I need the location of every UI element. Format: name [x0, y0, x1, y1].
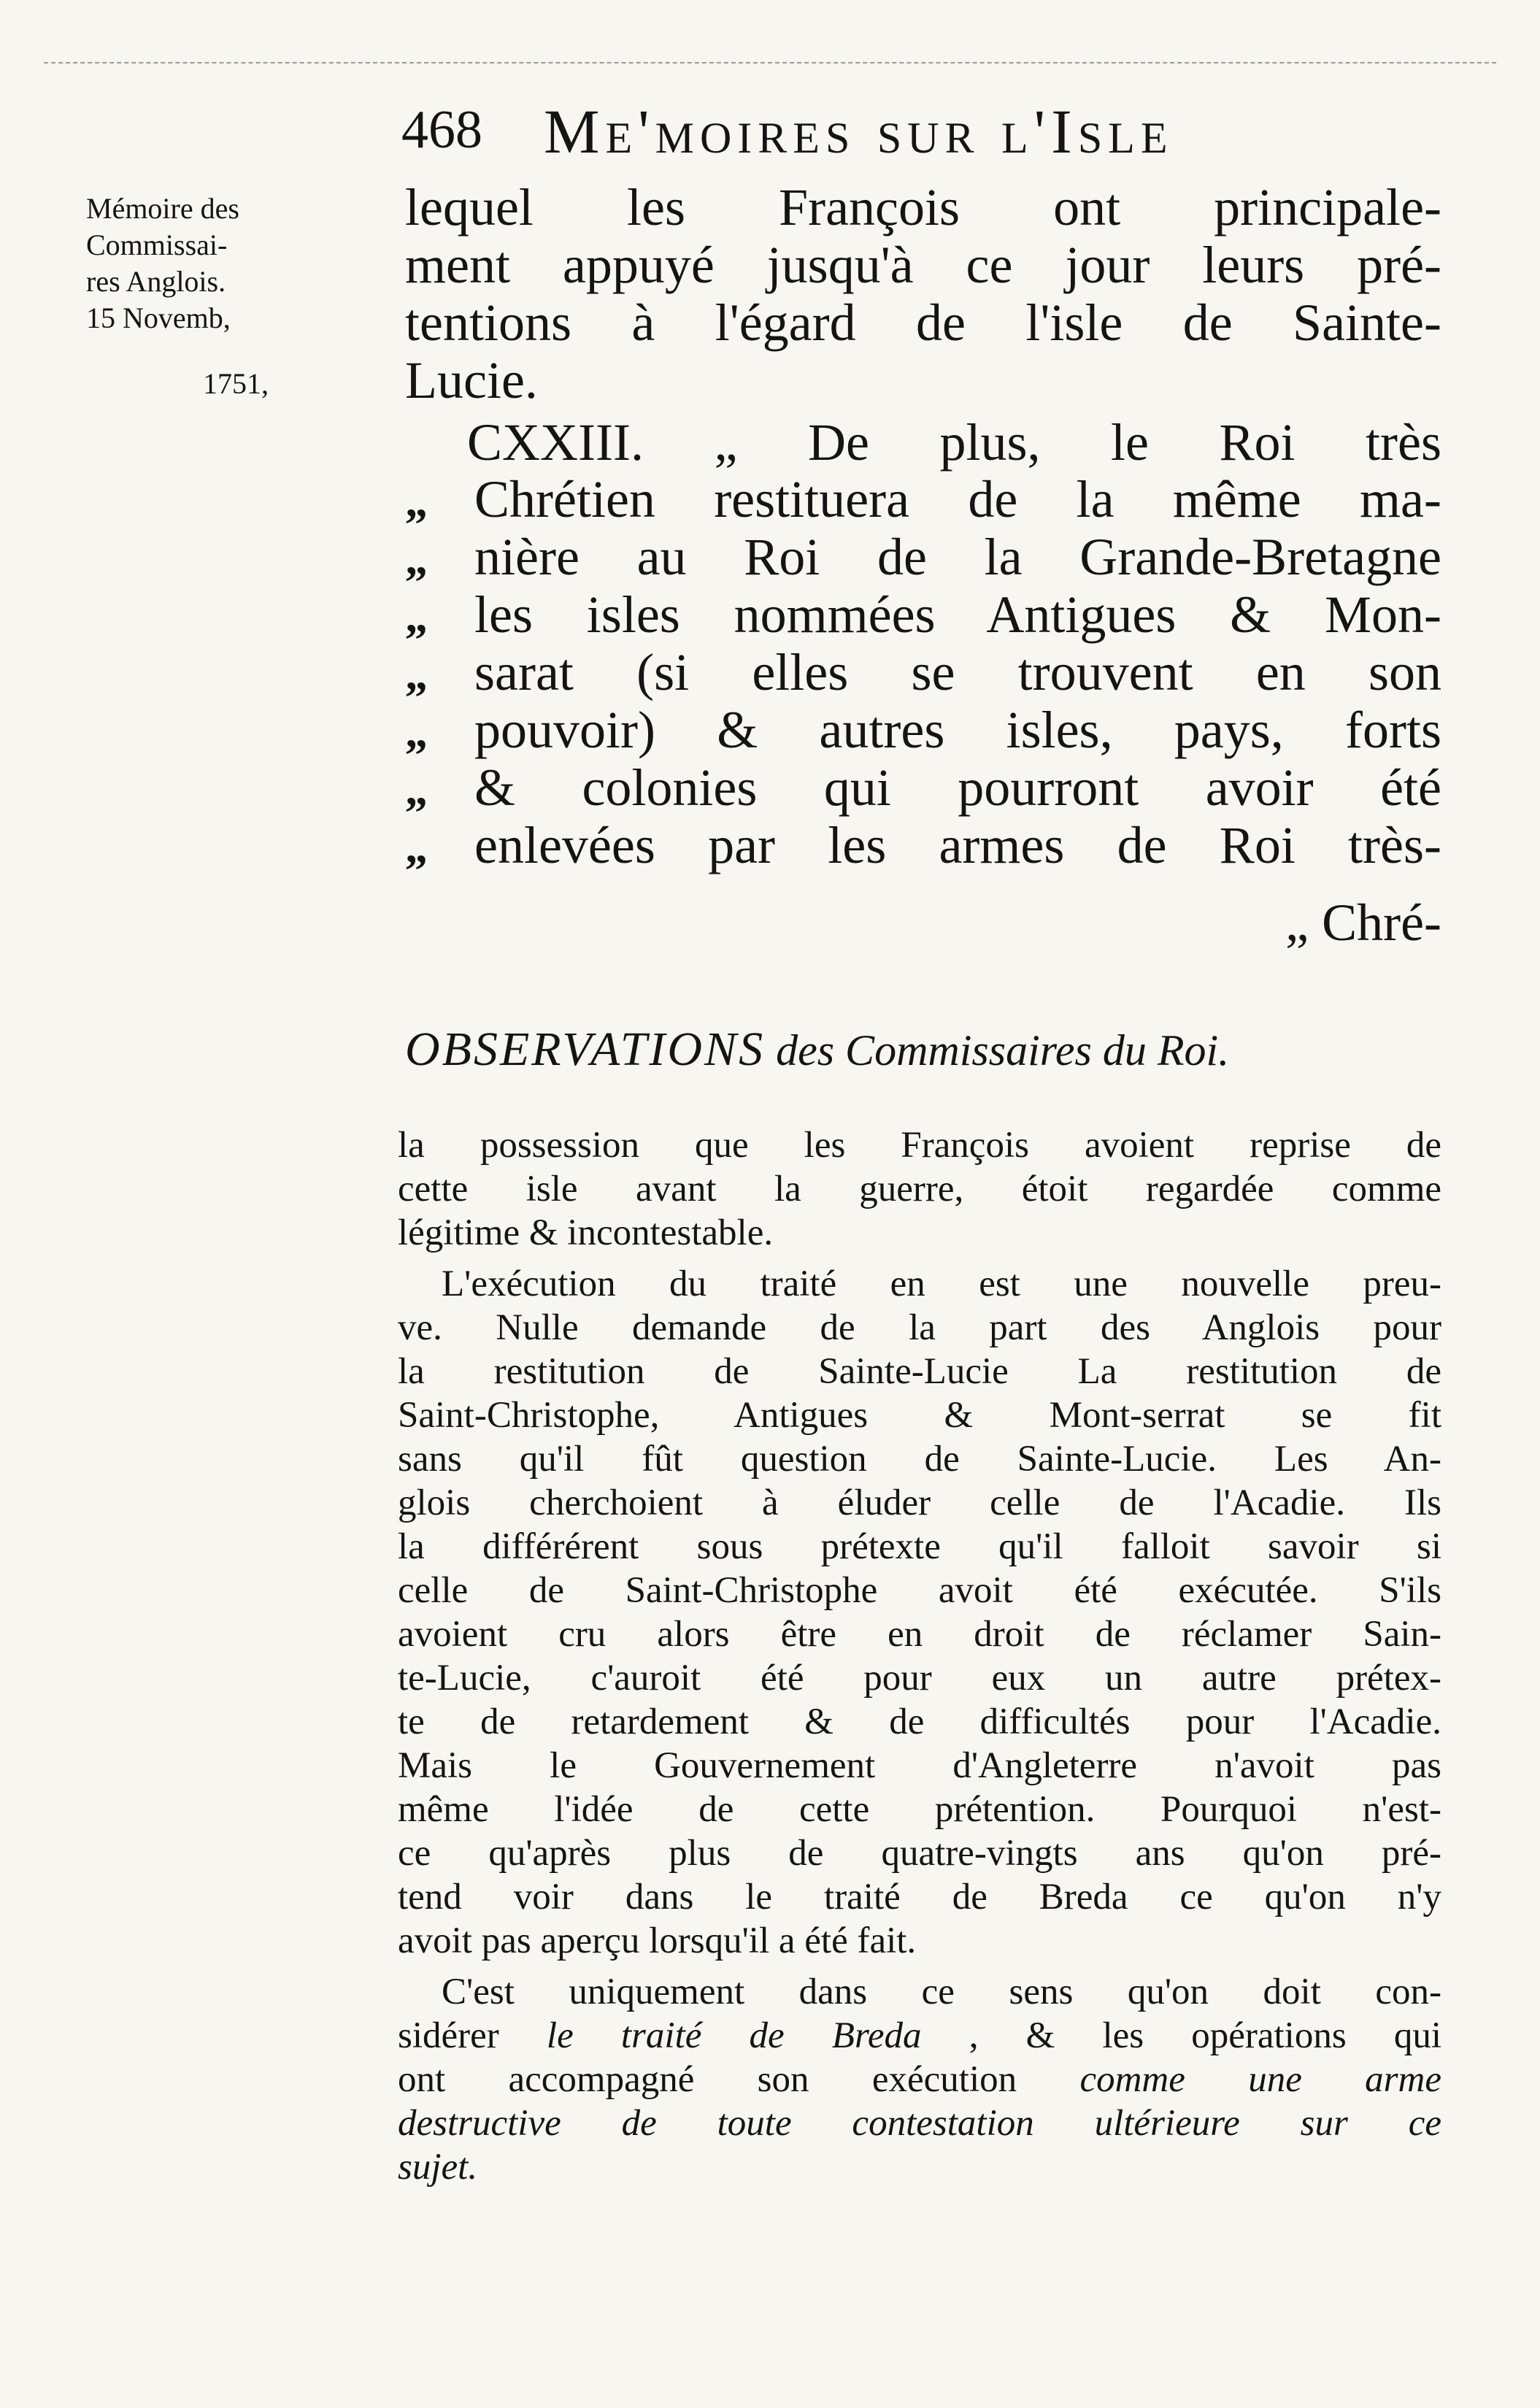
body-text: , & les opérations qui	[969, 2015, 1442, 2056]
body-line: ve. Nulle demande de la part des Anglois pour	[398, 1307, 1441, 1348]
body-line	[398, 2015, 1441, 2058]
body-line: avoit pas aperçu lorsqu'il a été fait.	[398, 1920, 917, 1961]
body-line: ce qu'après plus de quatre-vingts ans qu'on pré-	[398, 1833, 1441, 1874]
quote-mark: „	[405, 823, 428, 872]
page-number: 468	[401, 100, 482, 160]
article-heading-line: CXXIII. „ De plus, le Roi très	[467, 413, 1441, 472]
body-line: destructive de toute contestation ultérieure sur ce	[398, 2103, 1441, 2144]
running-title: Me'moires sur l'Isle	[544, 96, 1174, 166]
body-line: te de retardement & de difficultés pour l'Acadie.	[398, 1701, 1441, 1742]
text-line: Lucie.	[405, 351, 538, 409]
margin-note-line: 1751,	[203, 367, 269, 400]
body-line: sujet.	[398, 2147, 478, 2188]
text-line: lequel les François ont principale-	[405, 178, 1441, 236]
body-line: cette isle avant la guerre, étoit regardée comme	[398, 1169, 1441, 1209]
body-line: L'exécution du traité en est une nouvelle preu-	[442, 1263, 1441, 1304]
quote-mark: „	[405, 592, 428, 642]
observations-heading-rest: des Commissaires du Roi.	[776, 1026, 1230, 1074]
quote-mark: „	[405, 765, 428, 815]
body-text: ont accompagné son exécution	[398, 2059, 1017, 2100]
body-line: même l'idée de cette prétention. Pourquoi n'est-	[398, 1789, 1441, 1830]
quoted-line: enlevées par les armes de Roi très-	[474, 816, 1441, 874]
body-line: avoient cru alors être en droit de réclamer Sain-	[398, 1614, 1441, 1655]
margin-note-line: Commissai-	[86, 228, 228, 261]
observations-heading	[405, 1022, 1441, 1080]
body-line: glois cherchoient à éluder celle de l'Acadie. Ils	[398, 1482, 1441, 1523]
quoted-line: sarat (si elles se trouvent en son	[474, 643, 1441, 701]
body-text: sidérer	[398, 2015, 499, 2056]
catchword: „ Chré-	[1285, 893, 1441, 952]
italic-phrase: le traité de Breda	[546, 2015, 922, 2056]
body-line: tend voir dans le traité de Breda ce qu'on n'y	[398, 1877, 1441, 1917]
body-line: la restitution de Sainte-Lucie La restitution de	[398, 1351, 1441, 1392]
quote-mark: „	[405, 650, 428, 699]
body-line: légitime & incontestable.	[398, 1212, 774, 1253]
margin-note-line: 15 Novemb,	[86, 301, 231, 334]
body-line	[398, 2058, 1441, 2102]
italic-phrase: comme une arme	[1079, 2059, 1441, 2100]
body-line: C'est uniquement dans ce sens qu'on doit con-	[442, 1972, 1441, 2012]
body-line: Saint-Christophe, Antigues & Mont-serrat se fit	[398, 1395, 1441, 1436]
body-line: sans qu'il fût question de Sainte-Lucie. Les An-	[398, 1439, 1441, 1480]
quoted-line: pouvoir) & autres isles, pays, forts	[474, 701, 1441, 759]
body-line: la possession que les François avoient reprise de	[398, 1125, 1441, 1166]
text-line: tentions à l'égard de l'isle de Sainte-	[405, 293, 1441, 352]
quoted-line: les isles nommées Antigues & Mon-	[474, 585, 1441, 644]
quoted-line: & colonies qui pourront avoir été	[474, 758, 1441, 817]
body-line: la différérent sous prétexte qu'il falloit savoir si	[398, 1526, 1441, 1567]
quote-mark: „	[405, 534, 428, 584]
quoted-line: nière au Roi de la Grande-Bretagne	[474, 528, 1441, 586]
text-line: ment appuyé jusqu'à ce jour leurs pré-	[405, 236, 1441, 294]
quoted-line: Chrétien restituera de la même ma-	[474, 470, 1441, 528]
body-line: celle de Saint-Christophe avoit été exécutée. S'ils	[398, 1570, 1441, 1611]
observations-heading-caps: OBSERVATIONS	[405, 1023, 766, 1076]
margin-note-line: res Anglois.	[86, 265, 226, 298]
quote-mark: „	[405, 707, 428, 757]
body-line: te-Lucie, c'auroit été pour eux un autre prétex-	[398, 1658, 1441, 1699]
margin-note-line: Mémoire des	[86, 192, 239, 225]
body-line: Mais le Gouvernement d'Angleterre n'avoit pas	[398, 1745, 1441, 1786]
quote-mark: „	[405, 477, 428, 526]
